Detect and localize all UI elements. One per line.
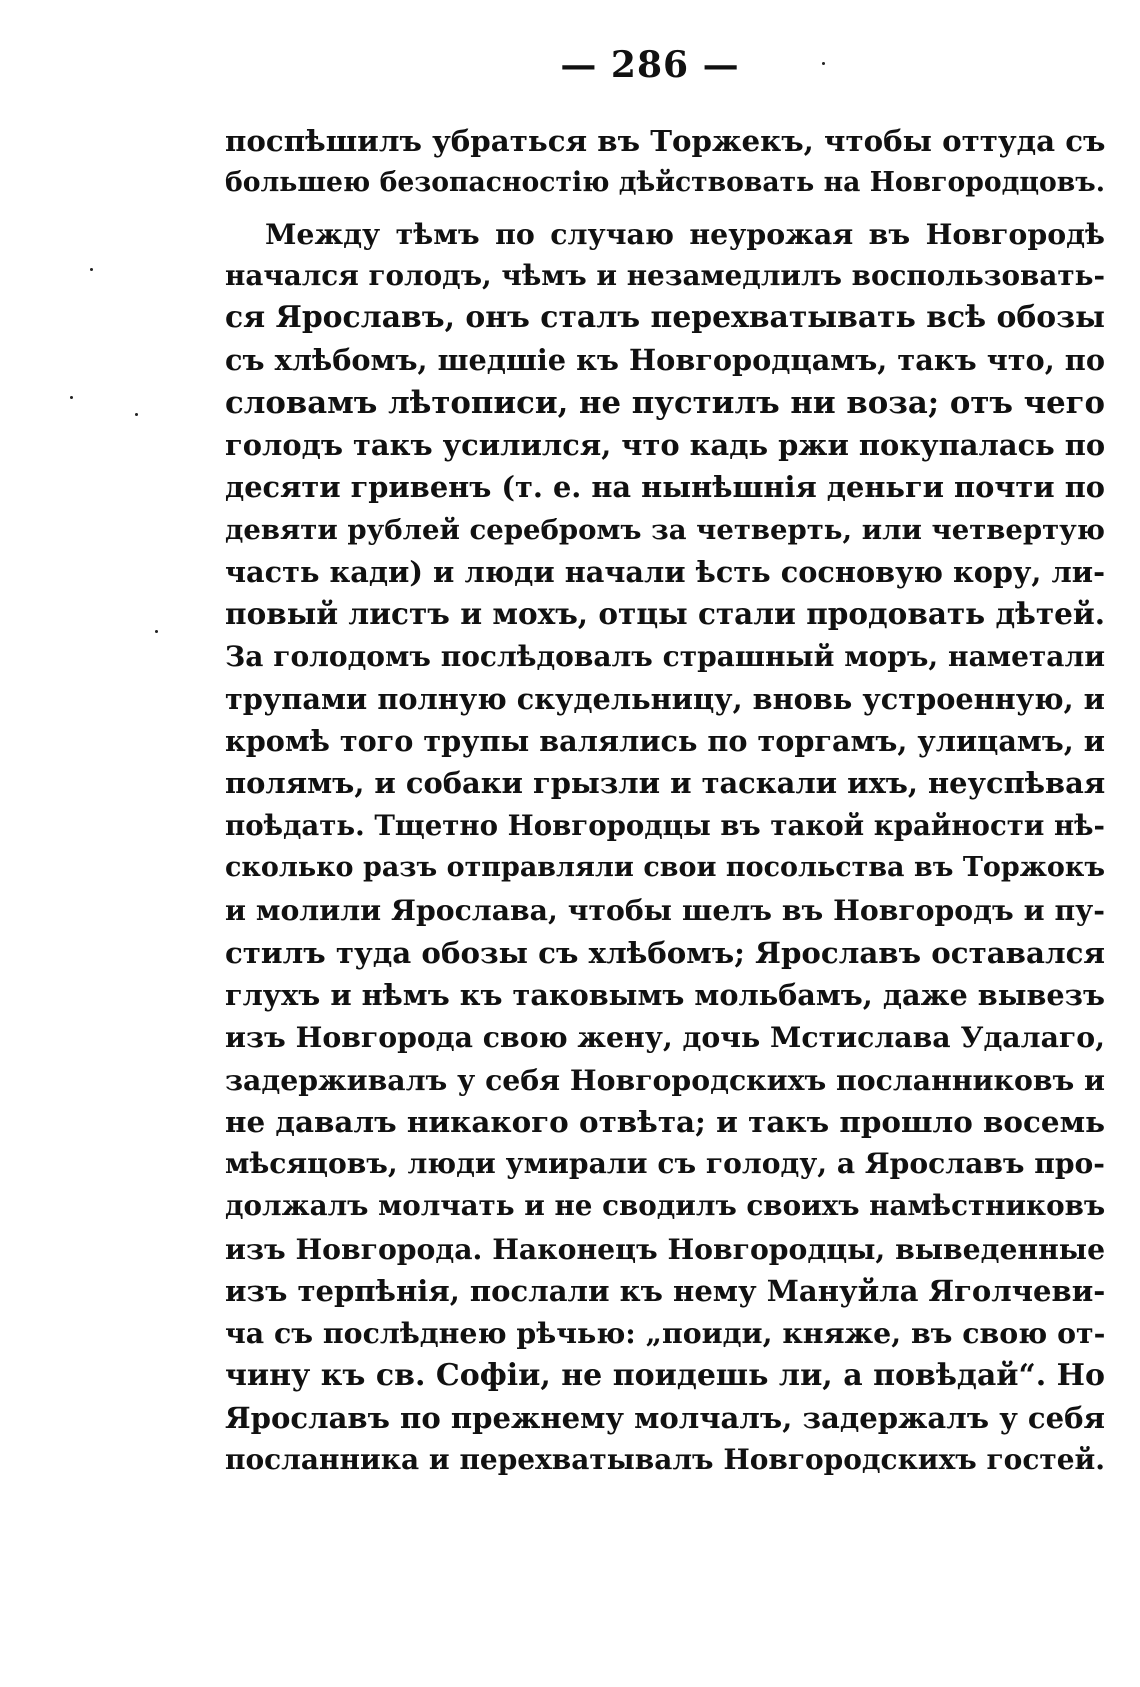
text-line: должалъ молчать и не сводилъ своихъ намѣстниковъ bbox=[225, 1189, 1106, 1223]
text-line: поспѣшилъ убраться въ Торжекъ, чтобы оттуда съ bbox=[225, 124, 1106, 158]
paragraph-2 bbox=[225, 213, 1105, 1482]
text-line: мѣсяцовъ, люди умирали съ голоду, а Ярославъ про- bbox=[225, 1147, 1105, 1181]
text-line: глухъ и нѣмъ къ таковымъ мольбамъ, даже вывезъ bbox=[225, 977, 1105, 1012]
text-line: голодъ такъ усилился, что кадь ржи покупалась по bbox=[225, 428, 1106, 463]
text-line: изъ Новгорода. Наконецъ Новгородцы, выведенные bbox=[225, 1231, 1106, 1266]
scan-speck bbox=[822, 62, 825, 65]
text-line: девяти рублей серебромъ за четверть, или четвертую bbox=[225, 513, 1105, 546]
text-line: кромѣ того трупы валялись по торгамъ, улицамъ, и bbox=[225, 724, 1105, 759]
text-line: посланника и перехватывалъ Новгородскихъ гостей. bbox=[225, 1443, 1105, 1477]
text-line: десяти гривенъ (т. е. на нынѣшнія деньги почти по bbox=[225, 470, 1105, 505]
text-line: изъ Новгорода свою жену, дочь Мстислава Удалаго, bbox=[225, 1020, 1105, 1055]
text-line: задерживалъ у себя Новгородскихъ посланниковъ и bbox=[225, 1062, 1106, 1097]
text-line: стилъ туда обозы съ хлѣбомъ; Ярославъ оставался bbox=[225, 935, 1105, 970]
text-line: Ярославъ по прежнему молчалъ, задержалъ у себя bbox=[225, 1400, 1106, 1435]
text-line: словамъ лѣтописи, не пустилъ ни воза; отъ чего bbox=[225, 384, 1105, 421]
scan-speck bbox=[90, 268, 93, 271]
scan-speck bbox=[135, 413, 138, 416]
scan-speck bbox=[70, 396, 73, 399]
text-line: изъ терпѣнія, послали къ нему Мануйла Яголчеви- bbox=[225, 1274, 1106, 1309]
text-line: поѣдать. Тщетно Новгородцы въ такой крайности нѣ- bbox=[225, 808, 1105, 842]
text-line: За голодомъ послѣдовалъ страшный моръ, наметали bbox=[225, 639, 1105, 673]
text-line: большею безопасностію дѣйствовать на Новгородцовъ. bbox=[225, 167, 1105, 199]
body-text bbox=[225, 120, 1105, 1482]
text-line: начался голодъ, чѣмъ и незамедлилъ воспользовать- bbox=[225, 258, 1106, 292]
text-line: повый листъ и мохъ, отцы стали продовать дѣтей. bbox=[225, 596, 1105, 632]
paragraph-1 bbox=[225, 120, 1105, 205]
scan-speck bbox=[155, 630, 158, 633]
text-line: часть кади) и люди начали ѣсть сосновую кору, ли- bbox=[225, 554, 1105, 589]
text-line: ча съ послѣднею рѣчью: „поиди, княже, въ свою от- bbox=[225, 1316, 1106, 1351]
text-line: и молили Ярослава, чтобы шелъ въ Новгородъ и пу- bbox=[225, 893, 1105, 928]
text-line: съ хлѣбомъ, шедшіе къ Новгородцамъ, такъ что, по bbox=[225, 343, 1105, 378]
text-line: трупами полную скудельницу, вновь устроенную, и bbox=[225, 681, 1105, 716]
text-line: сколько разъ отправляли свои посольства въ Торжокъ bbox=[225, 852, 1105, 884]
text-line: ся Ярославъ, онъ сталъ перехватывать всѣ обозы bbox=[225, 300, 1105, 336]
text-line: чину къ св. Софіи, не поидешь ли, а повѣдай“. Но bbox=[225, 1357, 1105, 1393]
text-line: полямъ, и собаки грызли и таскали ихъ, неуспѣвая bbox=[225, 766, 1106, 801]
text-line: Между тѣмъ по случаю неурожая въ Новгородѣ bbox=[265, 216, 1105, 251]
page-number: — 286 — bbox=[560, 44, 740, 86]
text-line: не давалъ никакого отвѣта; и такъ прошло восемь bbox=[225, 1103, 1105, 1139]
